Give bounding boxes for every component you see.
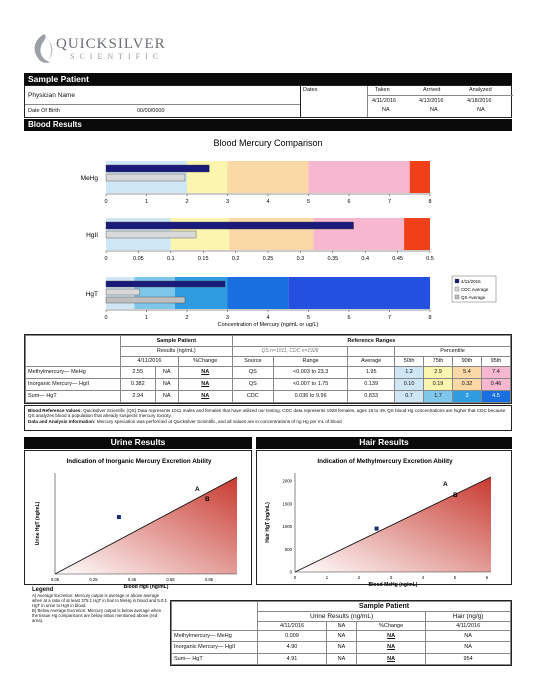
tick-label: 4 xyxy=(421,575,425,580)
analyzed-na: NA xyxy=(477,107,485,113)
blood-mercury-chart xyxy=(24,132,512,332)
tick-label: 0.3 xyxy=(296,256,305,262)
row-p50: 0.10 xyxy=(395,378,424,390)
row-value: 0.009 xyxy=(258,630,327,641)
analyzed-label: Analyzed xyxy=(469,87,492,93)
blood-table-p75: 75th xyxy=(424,356,453,366)
patient-info-box xyxy=(24,85,512,118)
tick-label: 0.05 xyxy=(50,577,60,582)
tick-label: 0.2 xyxy=(231,256,240,262)
urine-results-title: Urine Results xyxy=(110,437,166,447)
panel-label: HgII xyxy=(86,232,98,239)
row-source: QS xyxy=(232,378,273,390)
y-axis-label: Hair HgT (ng/mL) xyxy=(265,502,271,543)
bar-qs-average xyxy=(106,297,185,303)
urine-results-bar xyxy=(24,437,252,449)
row-p50: 1.2 xyxy=(395,366,424,378)
tick-label: 1000 xyxy=(282,524,292,529)
range-zone xyxy=(410,161,430,193)
range-zone xyxy=(288,277,430,309)
line-label-a: A xyxy=(443,481,448,488)
tick-label: 1 xyxy=(144,315,149,321)
patient-data-point xyxy=(117,515,121,519)
legend-a: A) Average Excretion: Mercury output is average or above average when at a ratio of at least 375:1 HgT in hair to MeHg in blood and 5.0:1 HgT in urine to HgII in blood. xyxy=(32,593,167,608)
legend-swatch xyxy=(455,279,459,283)
bottom-table-blank xyxy=(172,602,258,612)
bar-4-11-2016 xyxy=(106,222,354,229)
legend-swatch xyxy=(455,287,459,291)
blood-table-blank4 xyxy=(26,356,121,366)
blood-table-ref-sub: QS n=1011, CDC n=1928 xyxy=(232,346,348,356)
row-name: Methylmercury— MeHg xyxy=(26,366,121,378)
dates-label: Dates xyxy=(303,87,318,93)
row-na: NA xyxy=(155,378,178,390)
bottom-table-urine: Urine Results (ng/mL) xyxy=(258,612,426,621)
range-zone xyxy=(228,161,309,193)
row-change: NA xyxy=(178,390,232,402)
row-value: 4.91 xyxy=(258,653,327,664)
dates-header-line xyxy=(367,95,513,96)
chart-title: Indication of Methylmercury Excretion Ability xyxy=(317,458,453,465)
hair-results-bar xyxy=(256,437,512,449)
tick-label: 500 xyxy=(284,546,292,552)
urine-hair-table xyxy=(170,600,512,666)
blood-table-p50: 50th xyxy=(395,356,424,366)
tick-label: 8 xyxy=(428,315,432,321)
tick-label: 5 xyxy=(453,575,457,580)
legend-swatch xyxy=(455,295,459,299)
row-name: Methylmercury— MeHg xyxy=(172,630,258,641)
row-p90: 0.32 xyxy=(453,378,482,390)
arrived-value: 4/13/2016 xyxy=(419,98,444,104)
blood-results-table xyxy=(24,334,512,404)
tick-label: 3 xyxy=(225,315,230,321)
bar-4-11-2016 xyxy=(106,281,225,287)
row-na: NA xyxy=(326,642,356,653)
blood-table-ref-ranges: Reference Ranges xyxy=(232,336,510,347)
tick-label: 2 xyxy=(357,575,361,580)
row-p95: 7.4 xyxy=(481,366,510,378)
blood-table-date: 4/11/2016 xyxy=(121,356,179,366)
row-source: QS xyxy=(232,366,273,378)
brand-sub: SCIENTIFIC xyxy=(70,52,164,61)
row-value: 4.90 xyxy=(258,642,327,653)
arrived-label: Arrived xyxy=(423,87,441,93)
row-change: NA xyxy=(356,642,425,653)
taken-na: NA xyxy=(382,107,390,113)
y-axis-label: Urine HgT (ng/mL) xyxy=(35,501,41,546)
row-p75: 0.19 xyxy=(424,378,453,390)
tick-label: 8 xyxy=(428,199,432,205)
tick-label: 0.65 xyxy=(166,577,175,582)
tick-label: 6 xyxy=(347,315,351,321)
bottom-table-pct-change: %Change xyxy=(356,621,425,630)
tick-label: 0 xyxy=(289,569,292,575)
range-zone xyxy=(404,218,430,250)
tick-label: 2000 xyxy=(282,478,292,484)
tick-label: 0 xyxy=(104,315,108,321)
row-avg: 1.95 xyxy=(348,366,395,378)
legend-label: 4/11/2016 xyxy=(461,279,481,284)
row-name: Inorganic Mercury— HgII xyxy=(26,378,121,390)
row-source: CDC xyxy=(232,390,273,402)
arrived-na: NA xyxy=(430,107,438,113)
hair-excretion-chart xyxy=(256,450,512,588)
row-name: Inorganic Mercury— HgII xyxy=(172,642,258,653)
bottom-table-hair-date: 4/11/2016 xyxy=(426,621,511,630)
range-zone xyxy=(228,277,289,309)
tick-label: 3 xyxy=(225,199,230,205)
analysis-label: Data and Analysis Information: xyxy=(28,418,96,424)
bottom-table-blank2 xyxy=(172,612,258,621)
range-zone xyxy=(309,161,410,193)
tick-label: 0.25 xyxy=(262,256,274,262)
bottom-table-blank3 xyxy=(172,621,258,630)
legend-label: CDC Average xyxy=(461,287,489,292)
dob-label: Date Of Birth xyxy=(28,108,60,114)
bar-4-11-2016 xyxy=(106,165,209,172)
row-hair: NA xyxy=(426,642,511,653)
patient-header-bar xyxy=(24,73,512,85)
tick-label: 4 xyxy=(266,199,270,205)
bar-cdc-average xyxy=(106,289,140,295)
chart-legend xyxy=(452,276,496,302)
tick-label: 7 xyxy=(387,199,392,205)
legend-box xyxy=(32,588,168,623)
hair-results-title: Hair Results xyxy=(359,437,409,447)
row-p90: 3 xyxy=(453,390,482,402)
tick-label: 2 xyxy=(185,199,189,205)
blood-table-range: Range xyxy=(273,356,347,366)
tick-label: 0.15 xyxy=(197,256,209,262)
legend-b: B) Below Average Excretion: Mercury output is below average when the tissue Hg comparisons are below ratios mentioned above (red area). xyxy=(32,608,162,623)
row-p75: 2.9 xyxy=(424,366,453,378)
row-avg: 0.139 xyxy=(348,378,395,390)
x-axis-label: Concentration of Mercury (ng/mL or ug/L) xyxy=(217,322,319,328)
analysis-text: Mercury speciation was performed at Quicksilver Scientific, and all values are in concentrations of ng Hg per mL of blood xyxy=(96,418,342,424)
table-row xyxy=(172,653,511,664)
physician-label: Physician Name xyxy=(28,92,75,99)
line-label-a: A xyxy=(195,486,200,493)
tick-label: 0.35 xyxy=(327,256,339,262)
row-value: 2.94 xyxy=(121,390,156,402)
x-axis-label: Blood HgII (ng/mL) xyxy=(123,584,169,590)
tick-label: 0.85 xyxy=(204,577,214,582)
legend-label: QS Average xyxy=(461,295,486,300)
blood-table-average: Average xyxy=(348,356,395,366)
legend-title: Legend xyxy=(32,587,54,593)
tick-label: 0 xyxy=(104,199,108,205)
row-na: NA xyxy=(155,366,178,378)
blood-table-sample-patient: Sample Patient xyxy=(121,336,233,347)
row-p90: 5.4 xyxy=(453,366,482,378)
blood-table-blank3 xyxy=(348,346,395,356)
blood-results-bar xyxy=(24,119,512,131)
blood-table-p95: 95th xyxy=(481,356,510,366)
taken-label: Taken xyxy=(375,87,390,93)
patient-header-title: Sample Patient xyxy=(28,74,89,84)
tick-label: 1500 xyxy=(282,501,292,507)
row-change: NA xyxy=(178,378,232,390)
tick-label: 7 xyxy=(387,315,392,321)
tick-label: 0.25 xyxy=(89,577,98,582)
taken-value: 4/11/2016 xyxy=(372,98,397,104)
table-row xyxy=(172,630,511,641)
bar-cdc-average xyxy=(106,231,196,238)
brand-name: QUICKSILVER xyxy=(56,36,166,52)
tick-label: 0.1 xyxy=(166,256,175,262)
row-p75: 1.7 xyxy=(424,390,453,402)
row-p50: 0.7 xyxy=(395,390,424,402)
blood-results-title: Blood Results xyxy=(28,120,82,129)
tick-label: 6 xyxy=(347,199,351,205)
tick-label: 3 xyxy=(389,575,393,580)
tick-label: 0.5 xyxy=(426,256,434,262)
chart-title: Indication of Inorganic Mercury Excretion Ability xyxy=(66,458,212,465)
bottom-table-hair: Hair (ng/g) xyxy=(426,612,511,621)
dob-value: 00/00/0000 xyxy=(137,108,165,114)
row-range: <0.003 to 23.3 xyxy=(273,366,347,378)
tick-label: 0.45 xyxy=(127,577,137,582)
dates-sep xyxy=(367,86,368,117)
tick-label: 1 xyxy=(144,199,149,205)
logo-mark-icon xyxy=(30,32,58,66)
blood-table-pct-change: %Change xyxy=(178,356,232,366)
panel-label: HgT xyxy=(85,291,98,298)
tick-label: 6 xyxy=(485,575,489,580)
row-na: NA xyxy=(326,653,356,664)
x-axis-label: Blood MeHg (ng/mL) xyxy=(368,582,418,588)
row-hair: NA xyxy=(426,630,511,641)
blood-table-p90: 90th xyxy=(453,356,482,366)
analyzed-value: 4/18/2016 xyxy=(467,98,492,104)
tick-label: 0.05 xyxy=(133,256,144,262)
bottom-table-date: 4/11/2016 xyxy=(258,621,327,630)
chart-title: Blood Mercury Comparison xyxy=(213,138,323,148)
line-label-b: B xyxy=(205,496,210,503)
tick-label: 2 xyxy=(185,315,189,321)
row-name: Sum— HgT xyxy=(172,653,258,664)
bottom-table-na: NA xyxy=(326,621,356,630)
tick-label: 0 xyxy=(104,256,108,262)
bottom-table-sample-patient: Sample Patient xyxy=(258,602,511,612)
row-hair: 954 xyxy=(426,653,511,664)
table-row xyxy=(26,378,511,390)
blood-table-results-unit: Results (ng/mL) xyxy=(121,346,233,356)
ref-values-text: Quicksilver Scientific (QS) Data represents 1011 males and females that have utilized our testing. CDC data represents 1928 females, ages 16 to 49. QS blood Hg concentrations are higher that CDC because QS analyzes blood a population that already suspects mercury toxicity. xyxy=(28,408,506,419)
reference-notes xyxy=(24,405,512,431)
row-value: 2.55 xyxy=(121,366,156,378)
row-na: NA xyxy=(326,630,356,641)
blood-table-source: Source xyxy=(232,356,273,366)
blood-table-blank xyxy=(26,336,121,347)
table-row xyxy=(26,390,511,402)
panel-label: MeHg xyxy=(80,175,98,182)
row-change: NA xyxy=(356,630,425,641)
row-avg: 0.833 xyxy=(348,390,395,402)
physician-divider xyxy=(25,104,300,105)
row-p95: 0.46 xyxy=(481,378,510,390)
blood-table-percentile: Percentile xyxy=(395,346,511,356)
table-row xyxy=(172,642,511,653)
row-range: 0.036 to 9.96 xyxy=(273,390,347,402)
row-change: NA xyxy=(178,366,232,378)
row-na: NA xyxy=(155,390,178,402)
tick-label: 4 xyxy=(266,315,270,321)
ref-values-label: Blood Reference Values: xyxy=(28,408,82,413)
row-change: NA xyxy=(356,653,425,664)
patient-data-point xyxy=(375,527,379,531)
blood-table-blank2 xyxy=(26,346,121,356)
bar-cdc-average xyxy=(106,174,185,181)
row-value: 0.382 xyxy=(121,378,156,390)
row-p95: 4.5 xyxy=(481,390,510,402)
tick-label: 1 xyxy=(325,575,329,580)
tick-label: 0 xyxy=(293,575,297,580)
tick-label: 5 xyxy=(306,315,311,321)
row-name: Sum— HgT xyxy=(26,390,121,402)
logo xyxy=(30,32,190,68)
row-range: <0.007 to 1.75 xyxy=(273,378,347,390)
line-label-b: B xyxy=(453,492,458,499)
tick-label: 0.45 xyxy=(392,256,403,262)
tick-label: 0.4 xyxy=(361,256,370,262)
table-row xyxy=(26,366,511,378)
tick-label: 5 xyxy=(306,199,311,205)
